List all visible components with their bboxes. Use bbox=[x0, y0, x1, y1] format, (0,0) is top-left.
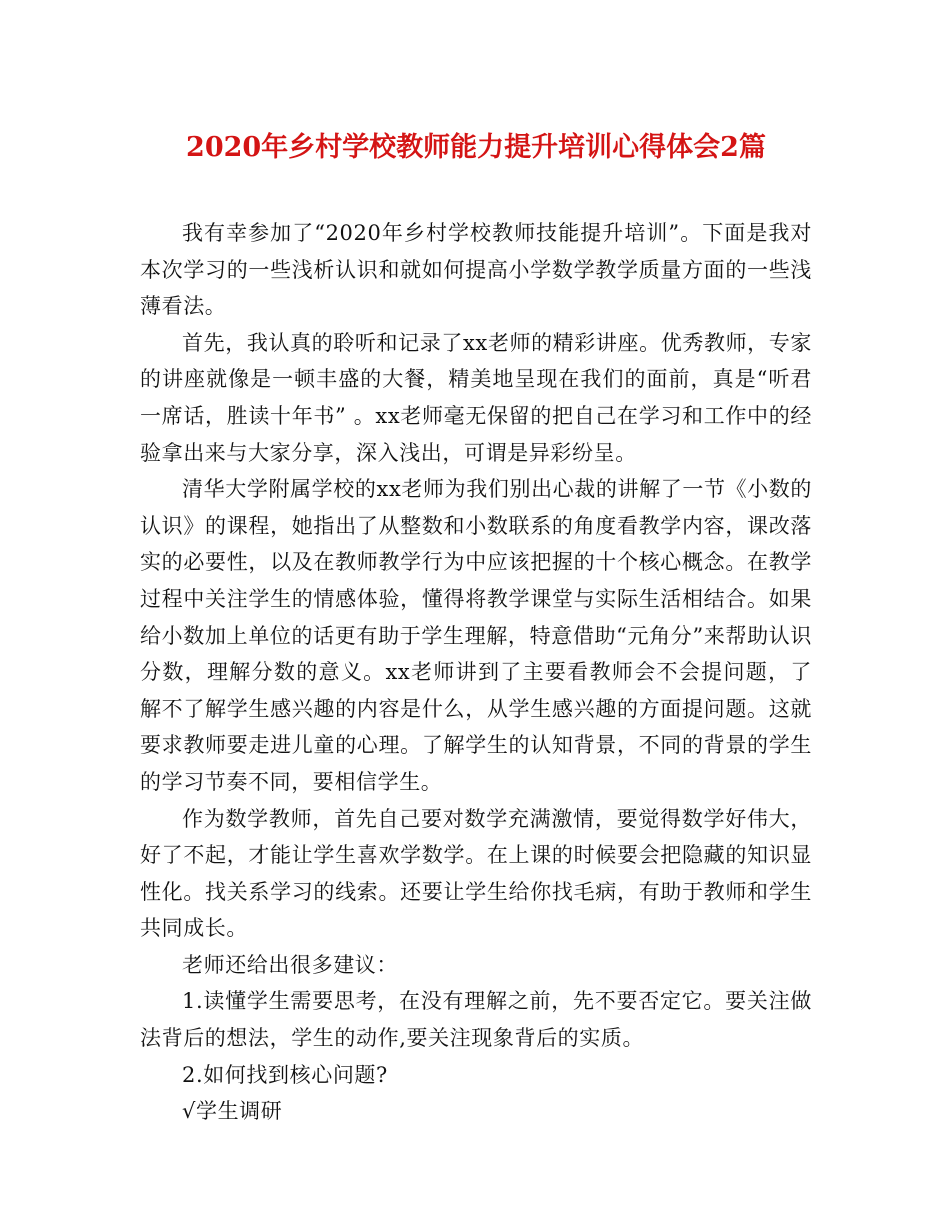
paragraph-intro: 我有幸参加了“2020年乡村学校教师技能提升培训”。下面是我对本次学习的一些浅析认识和就如何提高小学数学教学质量方面的一些浅薄看法。 bbox=[140, 221, 812, 319]
paragraph-suggestions-intro: 老师还给出很多建议： bbox=[182, 952, 398, 977]
paragraph-decimal-lesson: 清华大学附属学校的xx老师为我们别出心裁的讲解了一节《小数的认识》的课程，她指出了从整数和小数联系的角度看教学内容，课改落实的必要性，以及在教师教学行为中应该把握的十个核心概念。在教学过程中关注学生的情感体验，懂得将教学课堂与实际生活相结合。如果给小数加上单位的话更有助于学生理解，特意借助“元角分”来帮助认识分数，理解分数的意义。xx老师讲到了主要看教师会不会提问题，了解不了解学生感兴趣的内容是什么，从学生感兴趣的方面提问题。这就要求教师要走进儿童的心理。了解学生的认知背景，不同的背景的学生的学习节奏不同，要相信学生。 bbox=[140, 477, 812, 794]
paragraph-suggestion-2: 2.如何找到核心问题? bbox=[182, 1062, 388, 1087]
paragraph-suggestion-1: 1.读懂学生需要思考，在没有理解之前，先不要否定它。要关注做法背后的想法，学生的动作,要关注现象背后的实质。 bbox=[140, 989, 812, 1051]
paragraph-checklist-item: √学生调研 bbox=[182, 1099, 283, 1124]
document-title: 2020年乡村学校教师能力提升培训心得体会2篇 bbox=[186, 132, 766, 163]
document-page bbox=[140, 125, 812, 1130]
paragraph-lecture: 首先，我认真的聆听和记录了xx老师的精彩讲座。优秀教师，专家的讲座就像是一顿丰盛的大餐，精美地呈现在我们的面前，真是“听君一席话，胜读十年书” 。xx老师毫无保留的把自己在学习和工作中的经验拿出来与大家分享，深入浅出，可谓是异彩纷呈。 bbox=[140, 330, 812, 465]
paragraph-math-teacher: 作为数学教师，首先自己要对数学充满激情，要觉得数学好伟大，好了不起，才能让学生喜欢学数学。在上课的时候要会把隐藏的知识显性化。找关系学习的线索。还要让学生给你找毛病，有助于教师和学生共同成长。 bbox=[140, 806, 812, 941]
